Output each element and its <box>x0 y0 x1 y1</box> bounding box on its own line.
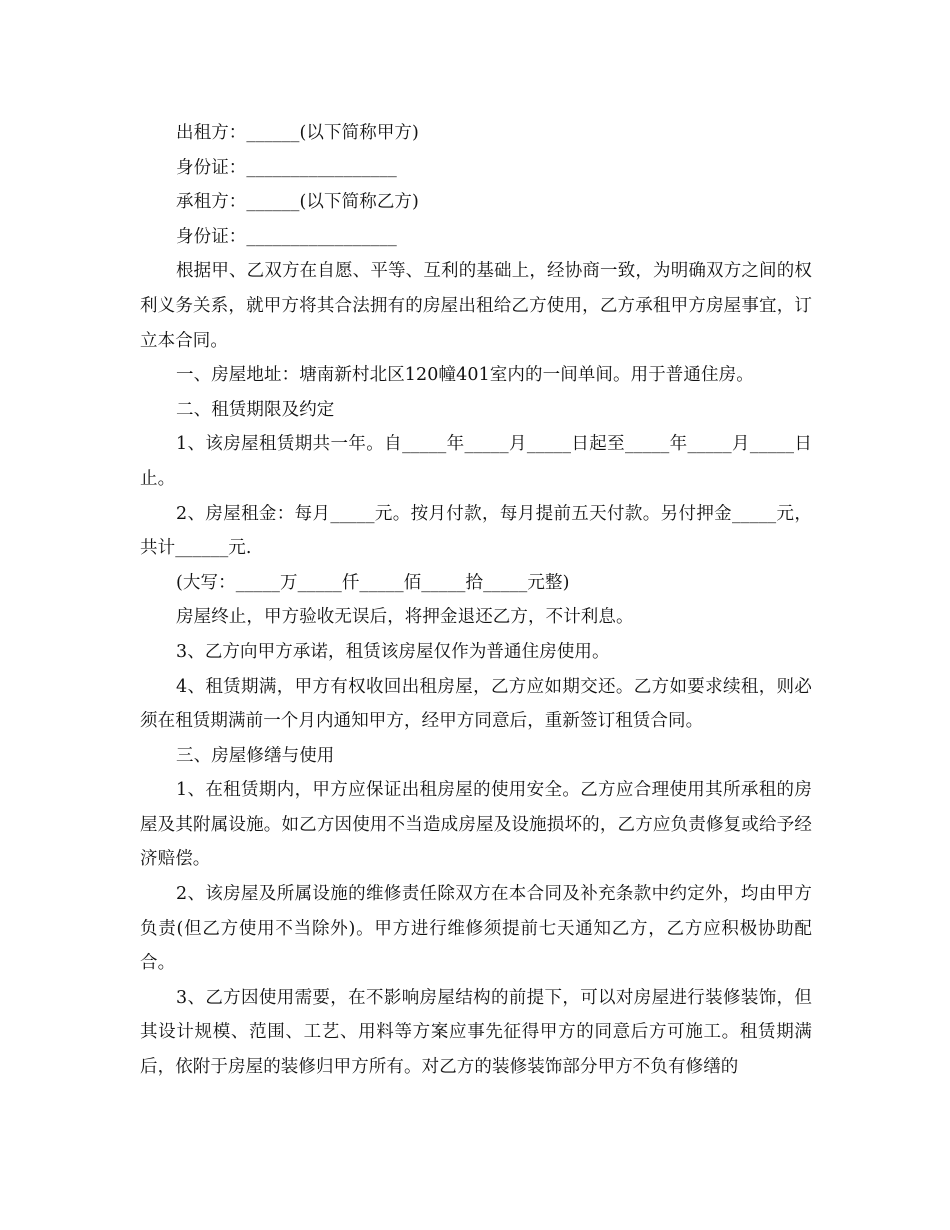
section-3-item-2: 2、该房屋及所属设施的维修责任除双方在本合同及补充条款中约定外，均由甲方负责(但乙方使用不当除外)。甲方进行维修须提前七天通知乙方，乙方应积极协助配合。 <box>140 884 812 974</box>
section-3-item-1: 1、在租赁期内，甲方应保证出租房屋的使用安全。乙方应合理使用其所承租的房屋及其附属设施。如乙方因使用不当造成房屋及设施损坏的，乙方应负责修复或给予经济赔偿。 <box>140 780 812 870</box>
section-2-item-3: 3、乙方向甲方承诺，租赁该房屋仅作为普通住房使用。 <box>176 641 610 662</box>
section-1-address: 一、房屋地址：塘南新村北区120幢401室内的一间单间。用于普通住房。 <box>176 365 754 386</box>
lessor-id-line: 身份证：_________________ <box>176 157 397 178</box>
intro-paragraph: 根据甲、乙双方在自愿、平等、互利的基础上，经协商一致，为明确双方之间的权利义务关系，就甲方将其合法拥有的房屋出租给乙方使用，乙方承租甲方房屋事宜，订立本合同。 <box>140 261 812 351</box>
section-3-item-3: 3、乙方因使用需要，在不影响房屋结构的前提下，可以对房屋进行装修装饰，但其设计规模、范围、工艺、用料等方案应事先征得甲方的同意后方可施工。租赁期满后，依附于房屋的装修归甲方所有。对乙方的装修装饰部分甲方不负有修缮的 <box>140 987 812 1078</box>
section-2-item-1: 1、该房屋租赁期共一年。自_____年_____月_____日起至_____年_____月_____日止。 <box>140 434 812 489</box>
lessee-id-line: 身份证：_________________ <box>176 226 397 247</box>
lessee-line: 承租方：______(以下简称乙方) <box>176 192 419 213</box>
section-2-item-4: 4、租赁期满，甲方有权收回出租房屋，乙方应如期交还。乙方如要求续租，则必须在租赁期满前一个月内通知甲方，经甲方同意后，重新签订租赁合同。 <box>140 676 812 732</box>
contract-body <box>140 116 812 1085</box>
section-2-item-2: 2、房屋租金：每月_____元。按月付款，每月提前五天付款。另付押金_____元，共计______元. <box>140 503 812 559</box>
lessor-line: 出租方：______(以下简称甲方) <box>176 123 419 143</box>
section-2-item-2-capital: (大写：_____万_____仟_____佰_____拾_____元整) <box>176 572 570 593</box>
section-2-item-2-refund: 房屋终止，甲方验收无误后，将押金退还乙方，不计利息。 <box>176 607 634 628</box>
section-3-title: 三、房屋修缮与使用 <box>176 745 335 766</box>
section-2-title: 二、租赁期限及约定 <box>176 399 335 420</box>
